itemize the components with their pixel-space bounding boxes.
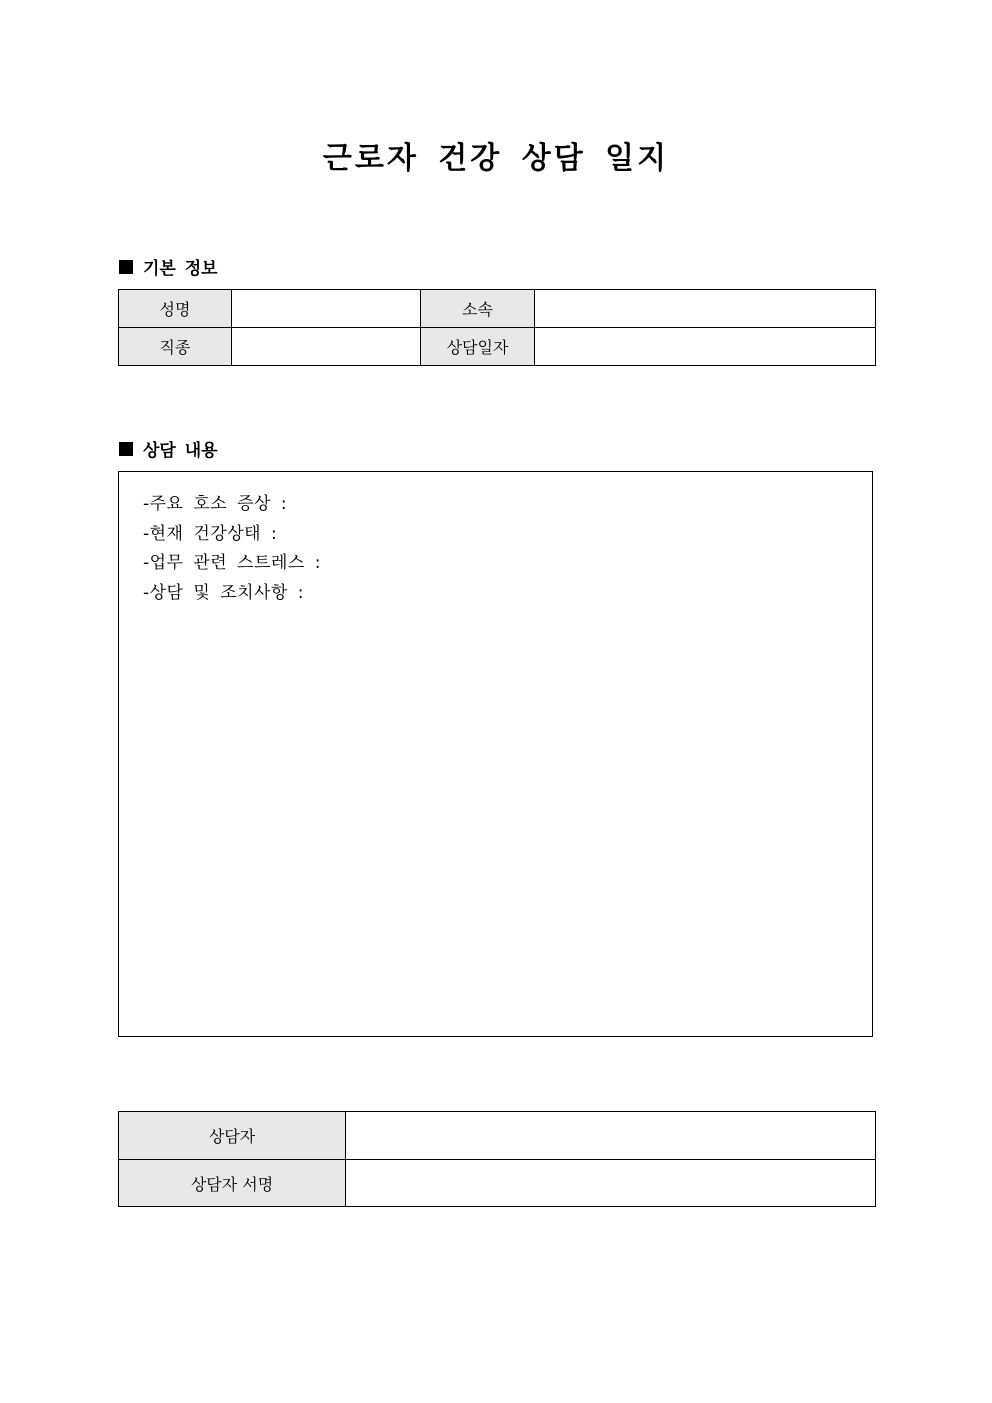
actions-taken-item: -상담 및 조치사항 : xyxy=(143,582,305,603)
work-stress-item: -업무 관련 스트레스 : xyxy=(143,553,321,573)
black-square-icon xyxy=(119,260,133,274)
affiliation-field[interactable] xyxy=(535,290,876,328)
consultation-date-field[interactable] xyxy=(535,328,876,366)
consultation-date-label: 상담일자 xyxy=(421,328,535,366)
black-square-icon xyxy=(119,442,133,456)
basic-info-table xyxy=(118,289,876,366)
main-complaint-item: -주요 호소 증상 : xyxy=(143,494,288,514)
consultation-heading-text: 상담 내용 xyxy=(143,441,218,461)
counselor-field[interactable] xyxy=(346,1112,876,1160)
basic-info-heading-text: 기본 정보 xyxy=(143,259,218,279)
table-row xyxy=(119,290,876,328)
table-row xyxy=(119,1112,876,1160)
job-type-label: 직종 xyxy=(119,328,232,366)
current-health-item: -현재 건강상태 : xyxy=(143,523,278,544)
signature-table xyxy=(118,1111,876,1207)
basic-info-heading xyxy=(119,254,218,279)
job-type-field[interactable] xyxy=(232,328,421,366)
consultation-content-box[interactable] xyxy=(118,471,873,1037)
affiliation-label: 소속 xyxy=(421,290,535,328)
table-row xyxy=(119,1160,876,1207)
name-label: 성명 xyxy=(119,290,232,328)
document-title: 근로자 건강 상담 일지 xyxy=(322,141,670,176)
counselor-signature-field[interactable] xyxy=(346,1160,876,1207)
counselor-signature-label: 상담자 서명 xyxy=(119,1160,346,1207)
table-row xyxy=(119,328,876,366)
name-field[interactable] xyxy=(232,290,421,328)
consultation-heading xyxy=(119,436,218,461)
counselor-label: 상담자 xyxy=(119,1112,346,1160)
